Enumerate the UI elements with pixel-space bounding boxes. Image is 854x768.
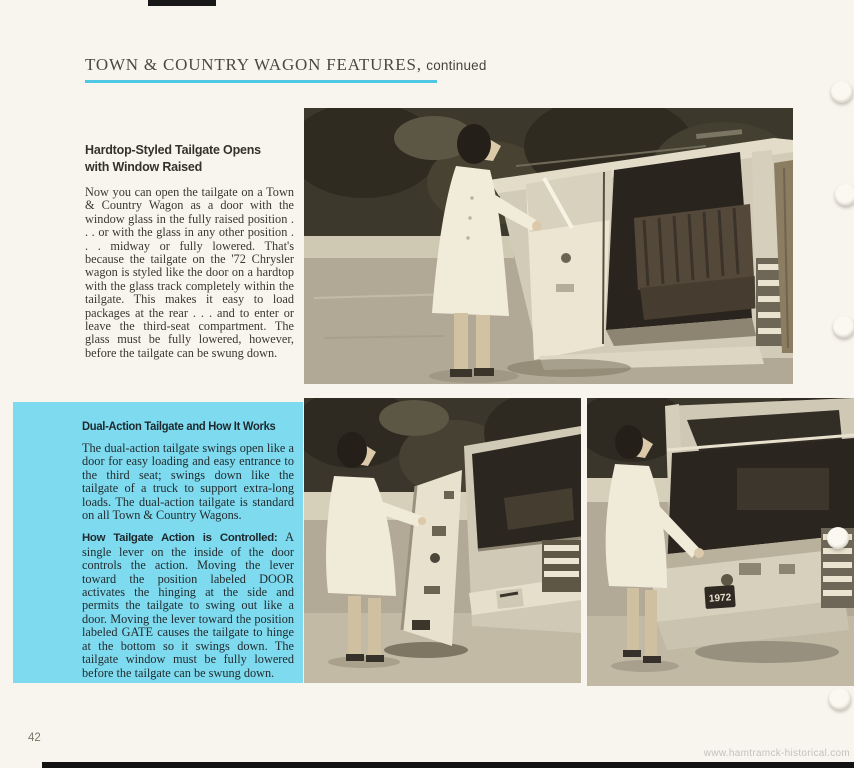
watermark: www.hamtramck-historical.com (703, 748, 850, 759)
paragraph-2-lead: How Tailgate Action is Controlled: (82, 532, 278, 545)
binder-hole-punch (835, 184, 854, 206)
hair (337, 432, 367, 468)
section-heading: Hardtop-Styled Tailgate Opens with Window Raised (85, 143, 261, 174)
feature-box-paragraph-2: How Tailgate Action is Controlled: A single lever on the inside of the door controls the action. Moving the lever toward the position labeled DOOR activates the hinging at the side and permits the tailgate to swing out like a door. Moving the lever toward the position labeled GATE causes the tailgate to hinge at the bottom so it swings down. The tailgate window must be fully lowered before the tailgate can be swung down. (82, 530, 294, 680)
section-hardtop-tailgate (85, 142, 294, 360)
hair (457, 124, 491, 164)
hair (615, 425, 643, 459)
binder-hole-punch (829, 688, 851, 710)
dual-action-feature-box (13, 402, 303, 683)
section-body: Now you can open the tailgate on a Town & Country Wagon as a door with the window glass in the fully raised position . . . or with the glass in any other position . . . midway or fully lowered. That's because the tailgate on the '72 Chrysler wagon is styled like the door on a hardtop with the glass track completely within the tailgate. This makes it easy to load packages at the rear . . . and to enter or leave the third-seat compartment. The glass must be fully lowered, however, before the tailgate can be swung down. (85, 185, 294, 360)
page-title-continued: continued (426, 58, 487, 73)
photo-tailgate-swung-open (304, 398, 581, 683)
binder-hole-punch (827, 527, 849, 549)
scan-artifact-bottom-bar (42, 762, 854, 768)
license-plate (704, 585, 735, 609)
page-title: TOWN & COUNTRY WAGON FEATURES, (85, 55, 422, 74)
page-number: 42 (28, 732, 41, 744)
binder-hole-punch (833, 316, 854, 338)
scan-artifact-top-bar (148, 0, 216, 6)
wagon-rear-quarter (464, 426, 581, 633)
open-glass-tailgate-door (526, 170, 612, 360)
page-header (85, 55, 685, 75)
license-plate-text: 1972 (708, 592, 732, 605)
taillight-stack (542, 540, 581, 592)
binder-hole-punch (831, 81, 853, 103)
feature-box-paragraph-1: The dual-action tailgate swings open like a door for easy loading and easy entrance to the third seat; swings down like the tailgate of a truck to support extra-long loads. The dual-action tailgate is standard on all Town & Country Wagons. (82, 441, 294, 523)
photo-hardtop-tailgate-open (304, 108, 793, 384)
feature-box-heading: Dual-Action Tailgate and How It Works (82, 419, 276, 433)
header-accent-rule (85, 80, 437, 83)
photo-tailgate-swung-down (587, 398, 854, 686)
